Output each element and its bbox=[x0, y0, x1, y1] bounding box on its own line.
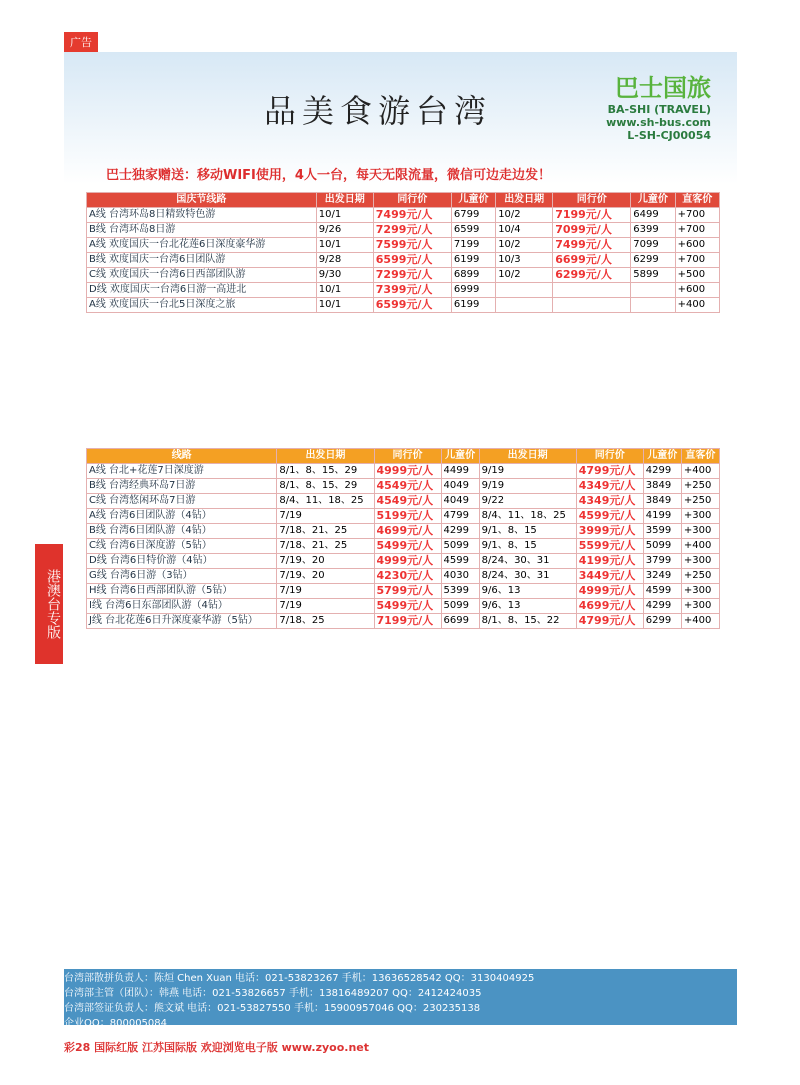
table-cell: 6299 bbox=[643, 614, 681, 629]
header-3: 儿童价 bbox=[451, 193, 495, 208]
table-cell: +400 bbox=[681, 614, 719, 629]
table-cell: 6799 bbox=[451, 208, 495, 223]
table-cell: +700 bbox=[675, 253, 719, 268]
table-cell: 10/1 bbox=[316, 298, 373, 313]
brand-name: 巴士国旅 bbox=[615, 74, 711, 102]
table-cell: +400 bbox=[675, 298, 719, 313]
contact-line: 企业QQ：800005084 bbox=[64, 1018, 168, 1029]
table-row bbox=[87, 223, 720, 238]
table-cell: +250 bbox=[681, 569, 719, 584]
table-cell: 7/19 bbox=[277, 599, 374, 614]
table-cell: 3849 bbox=[643, 479, 681, 494]
table-cell: 4299 bbox=[643, 464, 681, 479]
table-cell: 3799 bbox=[643, 554, 681, 569]
table-cell: +700 bbox=[675, 208, 719, 223]
table-cell: 9/19 bbox=[479, 464, 576, 479]
header-7: 直客价 bbox=[681, 449, 719, 464]
table-cell: 4199元/人 bbox=[576, 554, 643, 569]
table-cell: 10/2 bbox=[496, 208, 553, 223]
table-cell: 6899 bbox=[451, 268, 495, 283]
table-cell: 9/1、8、15 bbox=[479, 524, 576, 539]
holiday-table bbox=[86, 192, 720, 313]
table-cell: +600 bbox=[675, 283, 719, 298]
table-cell: 6199 bbox=[451, 298, 495, 313]
footer-line: 彩28 国际红版 江苏国际版 欢迎浏览电子版 www.zyoo.net bbox=[64, 1041, 370, 1054]
header-1: 出发日期 bbox=[316, 193, 373, 208]
table-row bbox=[87, 208, 720, 223]
table-cell: 5599元/人 bbox=[576, 539, 643, 554]
route-name: B线 台湾6日团队游（4钻） bbox=[87, 524, 277, 539]
table-row bbox=[87, 584, 720, 599]
table-cell: 8/1、8、15、29 bbox=[277, 479, 374, 494]
table-cell: +300 bbox=[681, 554, 719, 569]
route-name: J线 台北花莲6日升深度豪华游（5钻） bbox=[87, 614, 277, 629]
header-5: 同行价 bbox=[576, 449, 643, 464]
route-name: B线 台湾经典环岛7日游 bbox=[87, 479, 277, 494]
table-cell: 5199元/人 bbox=[374, 509, 441, 524]
route-name: G线 台湾6日游（3钻） bbox=[87, 569, 277, 584]
table-row bbox=[87, 509, 720, 524]
route-name: A线 台湾环岛8日精致特色游 bbox=[87, 208, 317, 223]
table-cell: 6599元/人 bbox=[373, 298, 451, 313]
table-cell: 4349元/人 bbox=[576, 494, 643, 509]
table-cell bbox=[496, 298, 553, 313]
route-name: H线 台湾6日西部团队游（5钻） bbox=[87, 584, 277, 599]
header-4: 出发日期 bbox=[496, 193, 553, 208]
table-cell: 4049 bbox=[441, 479, 479, 494]
table-cell: 7199元/人 bbox=[374, 614, 441, 629]
contact-line: 台湾部主管（团队）：韩燕 电话：021-53826657 手机：13816489207 QQ：2412424035 bbox=[64, 988, 482, 999]
table-cell bbox=[496, 283, 553, 298]
table-cell: 8/4、11、18、25 bbox=[479, 509, 576, 524]
table-row bbox=[87, 494, 720, 509]
table-cell: 4999元/人 bbox=[374, 554, 441, 569]
header-4: 出发日期 bbox=[479, 449, 576, 464]
table-cell: 7199元/人 bbox=[553, 208, 631, 223]
table-cell: +300 bbox=[681, 599, 719, 614]
table-cell: 4599 bbox=[643, 584, 681, 599]
table-cell: 7/18、21、25 bbox=[277, 524, 374, 539]
table-cell: 5499元/人 bbox=[374, 599, 441, 614]
table-cell: 7/18、25 bbox=[277, 614, 374, 629]
header-6: 儿童价 bbox=[643, 449, 681, 464]
table-cell: 7199 bbox=[451, 238, 495, 253]
header-1: 出发日期 bbox=[277, 449, 374, 464]
table-cell: 9/26 bbox=[316, 223, 373, 238]
table-cell: 6299 bbox=[631, 253, 675, 268]
table-cell: 5499元/人 bbox=[374, 539, 441, 554]
table-cell: 7099元/人 bbox=[553, 223, 631, 238]
table-cell: 4999元/人 bbox=[374, 464, 441, 479]
table-cell: 6699元/人 bbox=[553, 253, 631, 268]
table-cell: 7099 bbox=[631, 238, 675, 253]
table-cell: 9/19 bbox=[479, 479, 576, 494]
table-row bbox=[87, 464, 720, 479]
table-row bbox=[87, 298, 720, 313]
table-cell: 4599元/人 bbox=[576, 509, 643, 524]
table-cell: 10/4 bbox=[496, 223, 553, 238]
contact-line: 台湾部散拼负责人：陈烜 Chen Xuan 电话：021-53823267 手机：13636528542 QQ：3130404925 bbox=[64, 973, 535, 984]
table-cell: 9/1、8、15 bbox=[479, 539, 576, 554]
table-cell: 7499元/人 bbox=[553, 238, 631, 253]
header-5: 同行价 bbox=[553, 193, 631, 208]
table-cell: +600 bbox=[675, 238, 719, 253]
table-cell: 7/19、20 bbox=[277, 569, 374, 584]
contact-line: 台湾部签证负责人：熊文斌 电话：021-53827550 手机：15900957046 QQ：230235138 bbox=[64, 1003, 481, 1014]
table-cell: +700 bbox=[675, 223, 719, 238]
table-cell: 4999元/人 bbox=[576, 584, 643, 599]
header-0: 线路 bbox=[87, 449, 277, 464]
contact-box bbox=[64, 969, 737, 1029]
table-cell: 4549元/人 bbox=[374, 494, 441, 509]
table-cell: 6399 bbox=[631, 223, 675, 238]
table-cell: 4049 bbox=[441, 494, 479, 509]
table-cell: 6699 bbox=[441, 614, 479, 629]
table-cell: 9/6、13 bbox=[479, 584, 576, 599]
table-cell: 5099 bbox=[441, 539, 479, 554]
table-cell: 3249 bbox=[643, 569, 681, 584]
route-name: B线 欢度国庆一台湾6日团队游 bbox=[87, 253, 317, 268]
table-cell: 6199 bbox=[451, 253, 495, 268]
table-row bbox=[87, 268, 720, 283]
table-cell: 3999元/人 bbox=[576, 524, 643, 539]
table-row bbox=[87, 569, 720, 584]
table-cell: 3449元/人 bbox=[576, 569, 643, 584]
table-cell: 9/28 bbox=[316, 253, 373, 268]
table-cell: 6499 bbox=[631, 208, 675, 223]
table-cell: 4499 bbox=[441, 464, 479, 479]
table-cell: +250 bbox=[681, 479, 719, 494]
table-cell: 9/30 bbox=[316, 268, 373, 283]
table-row bbox=[87, 614, 720, 629]
header-3: 儿童价 bbox=[441, 449, 479, 464]
table-cell: 4299 bbox=[441, 524, 479, 539]
route-name: A线 台湾6日团队游（4钻） bbox=[87, 509, 277, 524]
table-cell: 10/1 bbox=[316, 208, 373, 223]
table-cell: 8/24、30、31 bbox=[479, 569, 576, 584]
table-cell: 10/1 bbox=[316, 283, 373, 298]
table-cell: +400 bbox=[681, 539, 719, 554]
table-row bbox=[87, 253, 720, 268]
route-name: A线 台北+花莲7日深度游 bbox=[87, 464, 277, 479]
table-cell: 7299元/人 bbox=[373, 223, 451, 238]
table-cell: 4799 bbox=[441, 509, 479, 524]
route-name: A线 欢度国庆一台北5日深度之旅 bbox=[87, 298, 317, 313]
header-2: 同行价 bbox=[373, 193, 451, 208]
table-cell: 7599元/人 bbox=[373, 238, 451, 253]
table-cell bbox=[553, 283, 631, 298]
table-cell: 7/19、20 bbox=[277, 554, 374, 569]
table-cell: 4299 bbox=[643, 599, 681, 614]
table-cell: 3849 bbox=[643, 494, 681, 509]
table-cell: 4349元/人 bbox=[576, 479, 643, 494]
table-cell: 4699元/人 bbox=[374, 524, 441, 539]
table-cell bbox=[553, 298, 631, 313]
table-cell: 4599 bbox=[441, 554, 479, 569]
table-cell: 3599 bbox=[643, 524, 681, 539]
table-cell: 4799元/人 bbox=[576, 614, 643, 629]
table-cell: 5899 bbox=[631, 268, 675, 283]
brand-site: www.sh-bus.com bbox=[606, 116, 711, 129]
header-0: 国庆节线路 bbox=[87, 193, 317, 208]
table-row bbox=[87, 599, 720, 614]
table-cell: +300 bbox=[681, 509, 719, 524]
table-cell: 6999 bbox=[451, 283, 495, 298]
table-cell: +400 bbox=[681, 464, 719, 479]
route-name: C线 台湾6日深度游（5钻） bbox=[87, 539, 277, 554]
summer-table bbox=[86, 448, 720, 629]
table-cell: 4030 bbox=[441, 569, 479, 584]
hero-title: 品美食游台湾 bbox=[264, 92, 493, 130]
table-cell: 7499元/人 bbox=[373, 208, 451, 223]
table-row bbox=[87, 479, 720, 494]
table-cell: 10/1 bbox=[316, 238, 373, 253]
route-name: I线 台湾6日东部团队游（4钻） bbox=[87, 599, 277, 614]
table-cell: 9/6、13 bbox=[479, 599, 576, 614]
table-cell: 8/1、8、15、22 bbox=[479, 614, 576, 629]
table-cell bbox=[631, 283, 675, 298]
route-name: C线 欢度国庆一台湾6日西部团队游 bbox=[87, 268, 317, 283]
brand-logo bbox=[606, 68, 711, 142]
route-name: B线 台湾环岛8日游 bbox=[87, 223, 317, 238]
table-row bbox=[87, 524, 720, 539]
table-cell: 10/2 bbox=[496, 238, 553, 253]
table-cell: +300 bbox=[681, 524, 719, 539]
route-name: D线 台湾6日特价游（4钻） bbox=[87, 554, 277, 569]
brand-license: L-SH-CJ00054 bbox=[627, 129, 711, 142]
table-cell: 4549元/人 bbox=[374, 479, 441, 494]
table-cell: 7399元/人 bbox=[373, 283, 451, 298]
table-cell: 4230元/人 bbox=[374, 569, 441, 584]
table-cell: 6599元/人 bbox=[373, 253, 451, 268]
brand-en: BA-SHI (TRAVEL) bbox=[607, 103, 711, 116]
header-6: 儿童价 bbox=[631, 193, 675, 208]
table-cell: 7299元/人 bbox=[373, 268, 451, 283]
route-name: D线 欢度国庆一台湾6日游一高进北 bbox=[87, 283, 317, 298]
table-cell: 8/1、8、15、29 bbox=[277, 464, 374, 479]
table-cell: 7/19 bbox=[277, 509, 374, 524]
table-cell: 10/2 bbox=[496, 268, 553, 283]
header-2: 同行价 bbox=[374, 449, 441, 464]
table-row bbox=[87, 539, 720, 554]
table-cell: 4699元/人 bbox=[576, 599, 643, 614]
table-cell: 9/22 bbox=[479, 494, 576, 509]
table-cell: +300 bbox=[681, 584, 719, 599]
route-name: C线 台湾悠闲环岛7日游 bbox=[87, 494, 277, 509]
section-tab: 港澳台专版 bbox=[35, 544, 63, 664]
table-row bbox=[87, 238, 720, 253]
table-cell: 5799元/人 bbox=[374, 584, 441, 599]
table-cell: 8/4、11、18、25 bbox=[277, 494, 374, 509]
table-cell: 5099 bbox=[643, 539, 681, 554]
table-cell: 10/3 bbox=[496, 253, 553, 268]
table-cell: +500 bbox=[675, 268, 719, 283]
table-cell: 8/24、30、31 bbox=[479, 554, 576, 569]
table-cell: 6599 bbox=[451, 223, 495, 238]
route-name: A线 欢度国庆一台北花莲6日深度豪华游 bbox=[87, 238, 317, 253]
table-cell bbox=[631, 298, 675, 313]
table-row bbox=[87, 554, 720, 569]
table-cell: 5099 bbox=[441, 599, 479, 614]
table-row bbox=[87, 283, 720, 298]
table-cell: 4199 bbox=[643, 509, 681, 524]
table-cell: 5399 bbox=[441, 584, 479, 599]
header-7: 直客价 bbox=[675, 193, 719, 208]
promo-text: 巴士独家赠送：移动WIFI使用，4人一台，每天无限流量，微信可边走边发！ bbox=[106, 168, 551, 183]
table-cell: 7/18、21、25 bbox=[277, 539, 374, 554]
table-cell: +250 bbox=[681, 494, 719, 509]
table-cell: 4799元/人 bbox=[576, 464, 643, 479]
table-cell: 7/19 bbox=[277, 584, 374, 599]
ad-tag: 广告 bbox=[64, 32, 98, 52]
table-cell: 6299元/人 bbox=[553, 268, 631, 283]
